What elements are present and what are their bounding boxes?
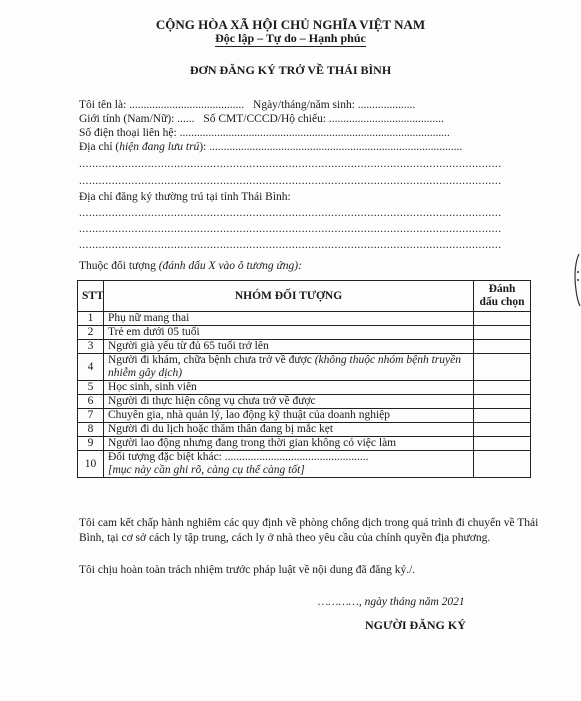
gender-field-label: Giới tính (Nam/Nữ): ......: [79, 113, 195, 125]
motto-text: Độc lập – Tự do – Hạnh phúc: [215, 31, 366, 45]
row-stt: 7: [78, 409, 104, 423]
address-dotted-line-1: .................................................................................................................................: [79, 158, 502, 170]
mark-header-line-1: Đánh: [488, 283, 516, 295]
id-field-label: Số CMT/CCCD/Hộ chiếu: ........................................: [203, 113, 444, 125]
row-stt: 9: [78, 437, 104, 451]
table-row: [78, 354, 531, 381]
row-stt: 8: [78, 423, 104, 437]
row-mark-cell[interactable]: [474, 354, 531, 381]
signer-label: NGƯỜI ĐĂNG KÝ: [365, 618, 466, 632]
table-row: [78, 326, 531, 340]
table-row: [78, 451, 531, 478]
row-stt: 3: [78, 340, 104, 354]
row-group-italic: [mục này cần ghi rõ, càng cụ thể càng tốt]: [108, 464, 305, 476]
address-label-end: ): ........................................................................................: [199, 141, 463, 153]
signature-date-line: …………, ngày tháng năm 2021: [318, 596, 465, 608]
target-label-start: Thuộc đối tượng: [79, 260, 159, 272]
row-mark-cell[interactable]: [474, 437, 531, 451]
commitment-paragraph: Tôi cam kết chấp hành nghiêm các quy định về phòng chống dịch trong quá trình đi chuyển về Thái Bình, tại cơ sở cách ly tập trung, cách ly ở nhà theo yêu cầu của chính quyền địa phương.: [79, 517, 539, 544]
table-row: [78, 395, 531, 409]
row-group: Phụ nữ mang thai: [104, 312, 474, 326]
row-stt: 4: [78, 354, 104, 381]
row-mark-cell[interactable]: [474, 381, 531, 395]
row-group-text: Đối tượng đặc biệt khác: ..................................................: [108, 451, 369, 463]
binding-edge-mark: [573, 252, 581, 307]
row-group: Học sinh, sinh viên: [104, 381, 474, 395]
row-group-italic: (không thuộc nhóm bệnh truyền nhiễm gây dịch): [108, 354, 461, 379]
table-row: [78, 437, 531, 451]
address-line: [79, 140, 462, 154]
row-group: Người đi thực hiện công vụ chưa trở về được: [104, 395, 474, 409]
perm-address-dotted-line-2: .................................................................................................................................: [79, 223, 502, 235]
row-group: Trẻ em dưới 05 tuổi: [104, 326, 474, 340]
motto-header: [0, 31, 581, 46]
table-header-row: [78, 281, 531, 312]
row-mark-cell[interactable]: [474, 395, 531, 409]
row-stt: 2: [78, 326, 104, 340]
row-mark-cell[interactable]: [474, 423, 531, 437]
perm-address-label: Địa chỉ đăng ký thường trú tại tỉnh Thái Bình:: [79, 191, 291, 203]
nation-header: CỘNG HÒA XÃ HỘI CHỦ NGHĨA VIỆT NAM: [155, 17, 426, 32]
name-line: [79, 98, 415, 112]
row-mark-cell[interactable]: [474, 312, 531, 326]
target-group-table: [77, 280, 531, 478]
row-group: [104, 354, 474, 381]
name-field-label: Tôi tên là: ........................................: [79, 99, 245, 111]
table-row: [78, 312, 531, 326]
row-mark-cell[interactable]: [474, 340, 531, 354]
row-mark-cell[interactable]: [474, 409, 531, 423]
row-group: [104, 451, 474, 478]
table-row: [78, 423, 531, 437]
group-header: NHÓM ĐỐI TƯỢNG: [104, 281, 474, 312]
table-row: [78, 409, 531, 423]
perm-address-dotted-line-3: .................................................................................................................................: [79, 239, 502, 251]
responsibility-paragraph: Tôi chịu hoàn toàn trách nhiệm trước pháp luật về nội dung đã đăng ký./.: [79, 564, 416, 576]
stt-header: STT: [78, 281, 104, 312]
dob-field-label: Ngày/tháng/năm sinh: ....................: [253, 99, 416, 111]
address-label-italic: hiện đang lưu trú: [119, 141, 200, 153]
table-row: [78, 381, 531, 395]
target-group-label: [79, 259, 302, 273]
row-group-text: Người đi khám, chữa bệnh chưa trở về được: [108, 354, 315, 366]
target-label-italic: (đánh dấu X vào ô tương ứng):: [158, 260, 302, 272]
perm-address-dotted-line-1: .................................................................................................................................: [79, 207, 502, 219]
mark-header-line-2: dấu chọn: [479, 296, 525, 308]
row-group: Người lao động nhưng đang trong thời gian không có việc làm: [104, 437, 474, 451]
row-stt: 5: [78, 381, 104, 395]
row-stt: 6: [78, 395, 104, 409]
row-group: Người đi du lịch hoặc thăm thân đang bị mắc kẹt: [104, 423, 474, 437]
row-stt: 1: [78, 312, 104, 326]
gender-id-line: [79, 112, 444, 126]
mark-header: [474, 281, 531, 312]
row-stt: 10: [78, 451, 104, 478]
phone-line: Số điện thoại liên hệ: ..............................................................................................: [79, 127, 450, 139]
address-label-start: Địa chỉ (: [79, 141, 120, 153]
form-title: ĐƠN ĐĂNG KÝ TRỞ VỀ THÁI BÌNH: [189, 63, 392, 77]
address-dotted-line-2: .................................................................................................................................: [79, 175, 502, 187]
row-group: Chuyên gia, nhà quản lý, lao động kỹ thuật của doanh nghiệp: [104, 409, 474, 423]
row-mark-cell[interactable]: [474, 451, 531, 478]
table-row: [78, 340, 531, 354]
row-mark-cell[interactable]: [474, 326, 531, 340]
row-group: Người già yếu từ đủ 65 tuổi trở lên: [104, 340, 474, 354]
